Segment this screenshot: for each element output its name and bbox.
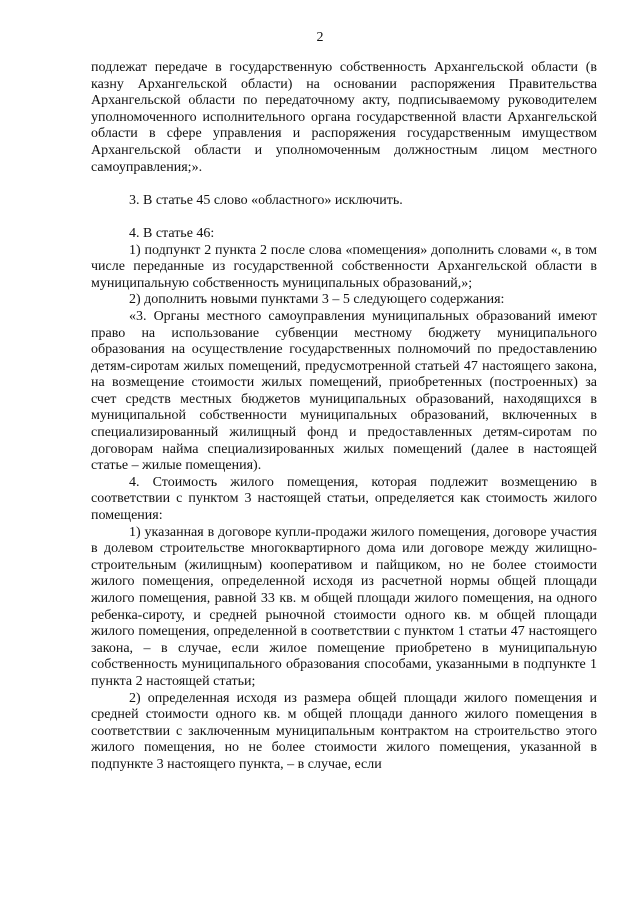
paragraph-item-3: 3. В статье 45 слово «областного» исключить. [129, 192, 403, 208]
paragraph-subitem-1: 1) подпункт 2 пункта 2 после слова «помещения» дополнить словами «, в том числе переданные из государственной собственности Архангельской области в муниципальную собственность муниципальных образований,»; [91, 242, 597, 291]
paragraph-new-point-4: 4. Стоимость жилого помещения, которая подлежит возмещению в соответствии с пунктом 3 настоящей статьи, определяется как стоимость жилого помещения: [91, 474, 597, 524]
paragraph-subitem-2: 2) дополнить новыми пунктами 3 – 5 следующего содержания: [129, 292, 505, 308]
document-body [91, 60, 597, 774]
paragraph-continuation: подлежат передаче в государственную собственность Архангельской области (в казну Архангельской области) на основании распоряжения Правительства Архангельской области по передаточному акту, подписываемому руководителем уполномоченного исполнительного органа государственной власти Архангельской области в сфере управления и распоряжения государственным имуществом Архангельской области и уполномоченным должностным лицом местного самоуправления;». [91, 60, 597, 175]
paragraph-new-point-3: «3. Органы местного самоуправления муниципальных образований имеют право на использование субвенции местному бюджету муниципального образования на осуществление государственных полномочий по предоставлению детям-сиротам жилых помещений, предусмотренной статьей 47 настоящего закона, на возмещение стоимости жилых помещений, приобретенных (построенных) за счет средств местных бюджетов муниципальных образований, находящихся в муниципальной собственности муниципальных образований, включенных в специализированный жилищный фонд и предоставленных детям-сиротам по договорам найма специализированных жилых помещений (далее в настоящей статье – жилые помещения). [91, 308, 597, 474]
page-number: 2 [316, 30, 324, 45]
paragraph-item-4: 4. В статье 46: [129, 225, 215, 241]
paragraph-point-4-subitem-1: 1) указанная в договоре купли-продажи жилого помещения, договоре участия в долевом строительстве многоквартирного дома или договоре между жилищно-строительным (жилищным) кооперативом и пайщиком, но не более стоимости жилого помещения, определенной исходя из расчетной нормы общей площади жилого помещения, равной 33 кв. м общей площади жилого помещения, на одного ребенка-сироту, и средней рыночной стоимости одного кв. м общей площади жилого помещения, определенной в соответствии с пунктом 1 статьи 47 настоящего закона, – в случае, если жилое помещение приобретено в муниципальную собственность муниципального образования способами, указанными в подпункте 1 пункта 2 настоящей статьи; [91, 524, 597, 689]
paragraph-point-4-subitem-2: 2) определенная исходя из размера общей площади жилого помещения и средней стоимости одного кв. м общей площади данного жилого помещения в соответствии с заключенным муниципальным контрактом на строительство этого жилого помещения, но не более стоимости жилого помещения, указанной в подпункте 3 настоящего пункта, – в случае, если [91, 690, 597, 772]
